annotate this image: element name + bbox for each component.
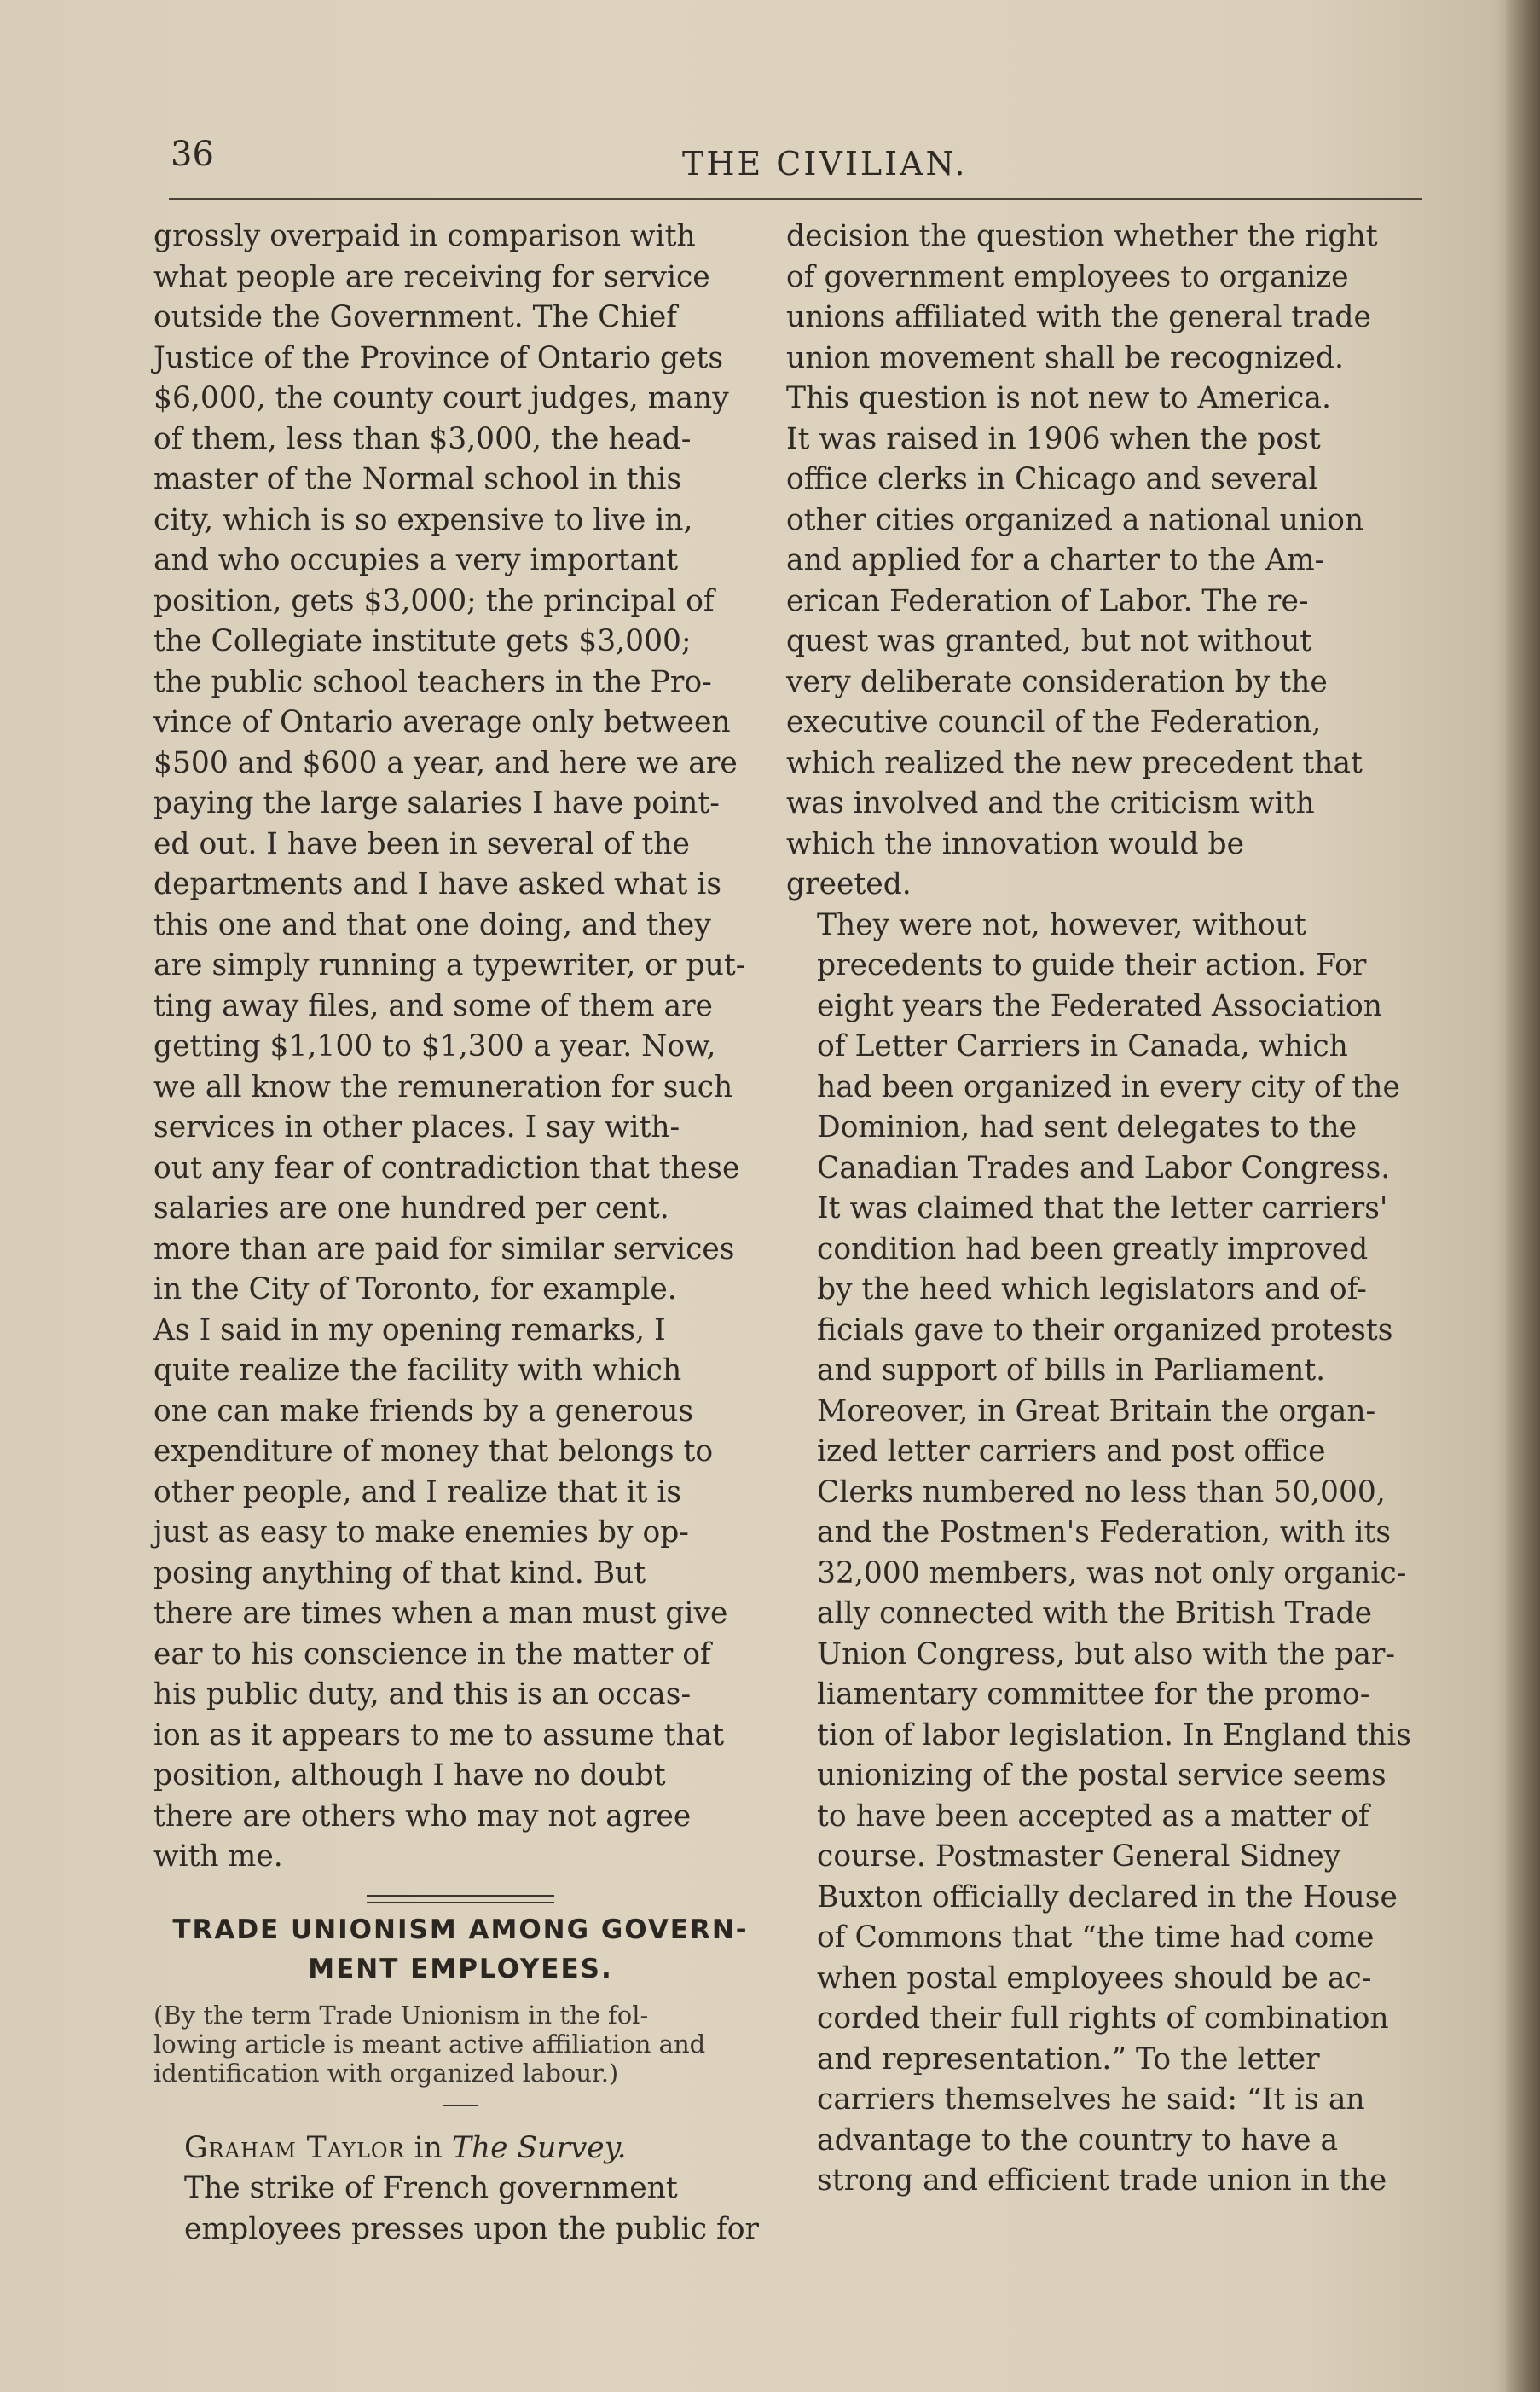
article-heading-line: TRADE UNIONISM AMONG GOVERN- xyxy=(172,1914,749,1945)
left-paragraph-1 xyxy=(153,217,767,1878)
text-line: course. Postmaster General Sidney xyxy=(817,1839,1341,1874)
text-line: of Commons that “the time had come xyxy=(817,1920,1375,1955)
text-line: expenditure of money that belongs to xyxy=(153,1434,714,1468)
text-line: posing anything of that kind. But xyxy=(153,1555,646,1590)
text-line: of Letter Carriers in Canada, which xyxy=(817,1029,1348,1063)
text-line: strong and efficient trade union in the xyxy=(817,2163,1387,2198)
text-line: just as easy to make enemies by op- xyxy=(153,1515,689,1549)
text-line: Dominion, had sent delegates to the xyxy=(817,1110,1358,1144)
right-paragraph-1 xyxy=(786,217,1421,906)
right-paragraph-2 xyxy=(786,906,1421,2202)
text-line: precedents to guide their action. For xyxy=(817,948,1367,982)
text-line: his public duty, and this is an occas- xyxy=(153,1677,692,1711)
text-line: Clerks numbered no less than 50,000, xyxy=(817,1474,1386,1509)
text-line: salaries are one hundred per cent. xyxy=(153,1191,669,1225)
text-line: and applied for a charter to the Am- xyxy=(786,543,1325,577)
text-line: This question is not new to America. xyxy=(786,381,1331,415)
byline-author: Graham Taylor xyxy=(184,2130,405,2165)
text-line: ion as it appears to me to assume that xyxy=(153,1717,725,1752)
text-line: office clerks in Chicago and several xyxy=(786,462,1318,496)
text-line: position, gets $3,000; the principal of xyxy=(153,583,715,618)
text-line: advantage to the country to have a xyxy=(817,2123,1339,2157)
text-line: this one and that one doing, and they xyxy=(153,907,711,942)
text-line: unions affiliated with the general trade xyxy=(786,300,1371,334)
text-line: outside the Government. The Chief xyxy=(153,300,678,334)
text-line: by the heed which legislators and of- xyxy=(817,1272,1367,1306)
page-edge-shadow xyxy=(1506,0,1540,2392)
text-line: $500 and $600 a year, and here we are xyxy=(153,745,738,780)
text-line: in the City of Toronto, for example. xyxy=(153,1272,677,1306)
text-line: ear to his conscience in the matter of xyxy=(153,1636,711,1671)
text-line: executive council of the Federation, xyxy=(786,705,1322,739)
text-line: It was raised in 1906 when the post xyxy=(786,421,1321,456)
text-line: eight years the Federated Association xyxy=(817,988,1382,1023)
text-line: decision the question whether the right xyxy=(786,219,1378,253)
text-line: and who occupies a very important xyxy=(153,543,679,577)
text-line: one can make friends by a generous xyxy=(153,1393,694,1428)
text-line: carriers themselves he said: “It is an xyxy=(817,2082,1365,2117)
text-line: tion of labor legislation. In England this xyxy=(817,1717,1411,1752)
text-line: erican Federation of Labor. The re- xyxy=(786,583,1309,618)
text-line: there are others who may not agree xyxy=(153,1798,692,1833)
byline-source: The Survey. xyxy=(451,2130,627,2165)
text-line: was involved and the criticism with xyxy=(786,786,1315,820)
text-line: liamentary committee for the promo- xyxy=(817,1677,1370,1711)
text-line: 32,000 members, was not only organic- xyxy=(817,1555,1407,1590)
article-heading-line: MENT EMPLOYEES. xyxy=(308,1953,613,1984)
text-line: unionizing of the postal service seems xyxy=(817,1758,1387,1793)
text-line: ally connected with the British Trade xyxy=(817,1596,1373,1630)
text-line: when postal employees should be ac- xyxy=(817,1961,1372,1995)
text-line: with me. xyxy=(153,1839,283,1874)
header-rule xyxy=(169,198,1422,200)
text-line: The strike of French government xyxy=(184,2171,678,2205)
text-line: other cities organized a national union xyxy=(786,502,1364,537)
text-line: getting $1,100 to $1,300 a year. Now, xyxy=(153,1029,716,1063)
text-line: of government employees to organize xyxy=(786,259,1349,294)
article-note-line: identification with organized labour.) xyxy=(153,2058,619,2088)
left-column xyxy=(153,217,767,2250)
text-line: of them, less than $3,000, the head- xyxy=(153,421,692,456)
page-number: 36 xyxy=(171,135,214,174)
text-line: They were not, however, without xyxy=(817,907,1306,942)
text-line: ized letter carriers and post office xyxy=(817,1434,1326,1468)
article-heading xyxy=(153,1910,767,1989)
article-note-line: lowing article is meant active affiliation and xyxy=(153,2029,706,2059)
text-line: ting away files, and some of them are xyxy=(153,988,713,1023)
text-line: more than are paid for similar services xyxy=(153,1231,735,1266)
text-line: quest was granted, but not without xyxy=(786,624,1312,658)
text-line: ficials gave to their organized protests xyxy=(817,1312,1393,1347)
text-line: Moreover, in Great Britain the organ- xyxy=(817,1393,1376,1428)
text-line: are simply running a typewriter, or put- xyxy=(153,948,746,982)
running-title: THE CIVILIAN. xyxy=(682,145,968,182)
text-line: employees presses upon the public for xyxy=(184,2211,760,2246)
right-column xyxy=(786,217,1421,2202)
text-line: very deliberate consideration by the xyxy=(786,664,1328,699)
text-line: As I said in my opening remarks, I xyxy=(153,1312,666,1347)
text-line: Canadian Trades and Labor Congress. xyxy=(817,1150,1391,1185)
text-line: vince of Ontario average only between xyxy=(153,705,731,739)
text-line: the public school teachers in the Pro- xyxy=(153,664,712,699)
byline-connector: in xyxy=(404,2130,452,2165)
text-line: It was claimed that the letter carriers' xyxy=(817,1191,1388,1225)
text-line: departments and I have asked what is xyxy=(153,867,722,901)
text-line: greeted. xyxy=(786,867,912,901)
text-line: there are times when a man must give xyxy=(153,1596,728,1630)
text-line: we all know the remuneration for such xyxy=(153,1069,733,1104)
article-note xyxy=(153,2001,767,2088)
text-line: and the Postmen's Federation, with its xyxy=(817,1515,1392,1549)
left-paragraph-2 xyxy=(153,2169,767,2250)
short-divider xyxy=(443,2105,478,2106)
text-line: the Collegiate institute gets $3,000; xyxy=(153,624,692,658)
text-line: ed out. I have been in several of the xyxy=(153,826,690,861)
text-line: city, which is so expensive to live in, xyxy=(153,502,693,537)
text-line: quite realize the facility with which xyxy=(153,1353,682,1387)
text-line: services in other places. I say with- xyxy=(153,1110,680,1144)
text-line: Justice of the Province of Ontario gets xyxy=(153,340,724,375)
text-line: what people are receiving for service xyxy=(153,259,710,294)
text-line: which realized the new precedent that xyxy=(786,745,1363,780)
text-line: to have been accepted as a matter of xyxy=(817,1798,1369,1833)
text-line: union movement shall be recognized. xyxy=(786,340,1344,375)
text-line: and representation.” To the letter xyxy=(817,2042,1320,2076)
text-line: had been organized in every city of the xyxy=(817,1069,1400,1104)
section-divider xyxy=(367,1895,554,1903)
text-line: master of the Normal school in this xyxy=(153,462,682,496)
byline xyxy=(153,2128,767,2169)
text-line: corded their full rights of combination xyxy=(817,2001,1389,2036)
text-line: out any fear of contradiction that these xyxy=(153,1150,740,1185)
text-line: grossly overpaid in comparison with xyxy=(153,219,696,253)
text-line: position, although I have no doubt xyxy=(153,1758,666,1793)
text-line: Buxton officially declared in the House xyxy=(817,1879,1398,1914)
text-line: Union Congress, but also with the par- xyxy=(817,1636,1396,1671)
article-note-line: (By the term Trade Unionism in the fol- xyxy=(153,2000,649,2030)
text-line: condition had been greatly improved xyxy=(817,1231,1369,1266)
text-line: $6,000, the county court judges, many xyxy=(153,381,729,415)
text-line: and support of bills in Parliament. xyxy=(817,1353,1326,1387)
text-line: paying the large salaries I have point- xyxy=(153,786,720,820)
text-line: which the innovation would be xyxy=(786,826,1245,861)
text-line: other people, and I realize that it is xyxy=(153,1474,682,1509)
